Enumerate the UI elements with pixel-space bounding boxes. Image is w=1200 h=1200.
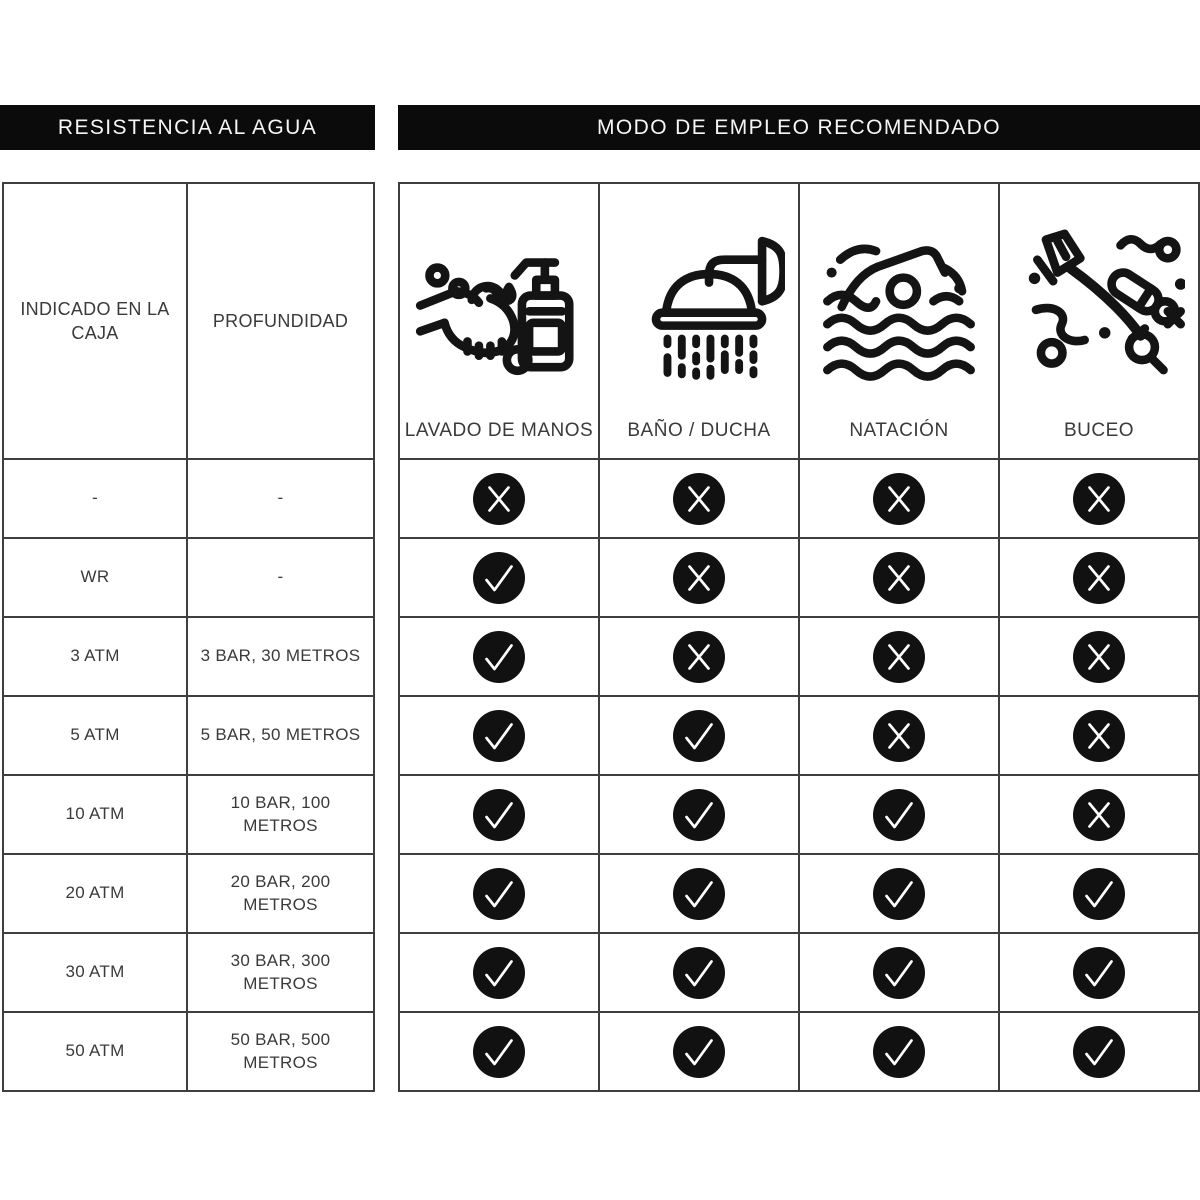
caja-cell: - (3, 459, 187, 538)
mark-cell (399, 696, 599, 775)
x-mark-icon (673, 631, 725, 683)
check-mark-icon (673, 789, 725, 841)
mark-row (399, 617, 1199, 696)
mark-cell (999, 1012, 1199, 1091)
check-mark-icon (673, 868, 725, 920)
table-row (3, 617, 374, 696)
mark-cell (399, 775, 599, 854)
check-mark-icon (473, 1026, 525, 1078)
profundidad-cell: 20 BAR, 200 METROS (187, 854, 374, 933)
left-section-title: RESISTENCIA AL AGUA (0, 105, 375, 150)
table-header-row (3, 183, 374, 459)
caja-cell: 5 ATM (3, 696, 187, 775)
activity-label: LAVADO DE MANOS (404, 420, 594, 441)
mark-cell (799, 696, 999, 775)
mark-row (399, 1012, 1199, 1091)
activity (600, 185, 798, 457)
caja-cell: 50 ATM (3, 1012, 187, 1091)
activity-icon-wrap (800, 185, 998, 420)
mark-cell (799, 854, 999, 933)
mark-cell (599, 538, 799, 617)
table-row (3, 933, 374, 1012)
table-row (3, 459, 374, 538)
table-row (3, 854, 374, 933)
profundidad-cell: 30 BAR, 300 METROS (187, 933, 374, 1012)
mark-cell (399, 617, 599, 696)
activity-column-header (799, 183, 999, 459)
check-mark-icon (1073, 947, 1125, 999)
x-mark-icon (873, 552, 925, 604)
mark-cell (399, 459, 599, 538)
recommended-usage-table (398, 182, 1200, 1092)
activity-icon-wrap (400, 185, 598, 420)
activity (400, 185, 598, 457)
activity-column-header (999, 183, 1199, 459)
mark-cell (399, 538, 599, 617)
mark-cell (999, 617, 1199, 696)
profundidad-cell: 3 BAR, 30 METROS (187, 617, 374, 696)
mark-cell (399, 933, 599, 1012)
x-mark-icon (473, 473, 525, 525)
activity-icon-wrap (600, 185, 798, 420)
mark-row (399, 933, 1199, 1012)
table-row (3, 775, 374, 854)
check-mark-icon (673, 947, 725, 999)
table-row (3, 696, 374, 775)
mark-cell (999, 854, 1199, 933)
x-mark-icon (873, 473, 925, 525)
mark-cell (599, 696, 799, 775)
check-mark-icon (473, 552, 525, 604)
check-mark-icon (473, 868, 525, 920)
profundidad-cell: - (187, 538, 374, 617)
x-mark-icon (873, 631, 925, 683)
x-mark-icon (673, 473, 725, 525)
check-mark-icon (873, 868, 925, 920)
mark-row (399, 775, 1199, 854)
activity-label: BAÑO / DUCHA (627, 420, 771, 441)
column-header-caja: INDICADO EN LA CAJA (3, 183, 187, 459)
mark-row (399, 459, 1199, 538)
mark-cell (799, 538, 999, 617)
mark-cell (999, 696, 1199, 775)
activity (800, 185, 998, 457)
check-mark-icon (873, 947, 925, 999)
caja-cell: 30 ATM (3, 933, 187, 1012)
table-row (3, 538, 374, 617)
mark-cell (799, 617, 999, 696)
profundidad-cell: 5 BAR, 50 METROS (187, 696, 374, 775)
activity-label: NATACIÓN (849, 420, 949, 441)
right-section-title: MODO DE EMPLEO RECOMENDADO (398, 105, 1200, 150)
check-mark-icon (1073, 1026, 1125, 1078)
caja-cell: 20 ATM (3, 854, 187, 933)
check-mark-icon (473, 710, 525, 762)
caja-cell: 10 ATM (3, 775, 187, 854)
profundidad-cell: 10 BAR, 100 METROS (187, 775, 374, 854)
diving-icon (1013, 221, 1185, 393)
mark-cell (599, 933, 799, 1012)
activity-label: BUCEO (1063, 420, 1135, 441)
profundidad-cell: - (187, 459, 374, 538)
caja-cell: WR (3, 538, 187, 617)
check-mark-icon (673, 710, 725, 762)
mark-cell (599, 775, 799, 854)
caja-cell: 3 ATM (3, 617, 187, 696)
mark-cell (799, 459, 999, 538)
x-mark-icon (1073, 631, 1125, 683)
profundidad-cell: 50 BAR, 500 METROS (187, 1012, 374, 1091)
x-mark-icon (1073, 710, 1125, 762)
mark-cell (599, 459, 799, 538)
mark-cell (799, 1012, 999, 1091)
activity (1000, 185, 1198, 457)
activity-column-header (399, 183, 599, 459)
check-mark-icon (473, 947, 525, 999)
activity-icon-wrap (1000, 185, 1198, 420)
check-mark-icon (673, 1026, 725, 1078)
mark-cell (599, 617, 799, 696)
x-mark-icon (873, 710, 925, 762)
check-mark-icon (1073, 868, 1125, 920)
mark-cell (799, 933, 999, 1012)
mark-cell (799, 775, 999, 854)
mark-cell (999, 538, 1199, 617)
swimming-icon (813, 221, 985, 393)
x-mark-icon (673, 552, 725, 604)
x-mark-icon (1073, 473, 1125, 525)
water-resistance-table (2, 182, 375, 1092)
mark-cell (599, 1012, 799, 1091)
mark-cell (999, 933, 1199, 1012)
mark-cell (399, 854, 599, 933)
check-mark-icon (473, 789, 525, 841)
x-mark-icon (1073, 552, 1125, 604)
hand-washing-icon (413, 221, 585, 393)
mark-cell (599, 854, 799, 933)
mark-row (399, 854, 1199, 933)
mark-cell (999, 775, 1199, 854)
check-mark-icon (873, 789, 925, 841)
table-row (3, 1012, 374, 1091)
x-mark-icon (1073, 789, 1125, 841)
check-mark-icon (473, 631, 525, 683)
shower-icon (613, 221, 785, 393)
column-header-profundidad: PROFUNDIDAD (187, 183, 374, 459)
mark-cell (399, 1012, 599, 1091)
activity-header-row (399, 183, 1199, 459)
check-mark-icon (873, 1026, 925, 1078)
activity-column-header (599, 183, 799, 459)
mark-cell (999, 459, 1199, 538)
mark-row (399, 696, 1199, 775)
mark-row (399, 538, 1199, 617)
